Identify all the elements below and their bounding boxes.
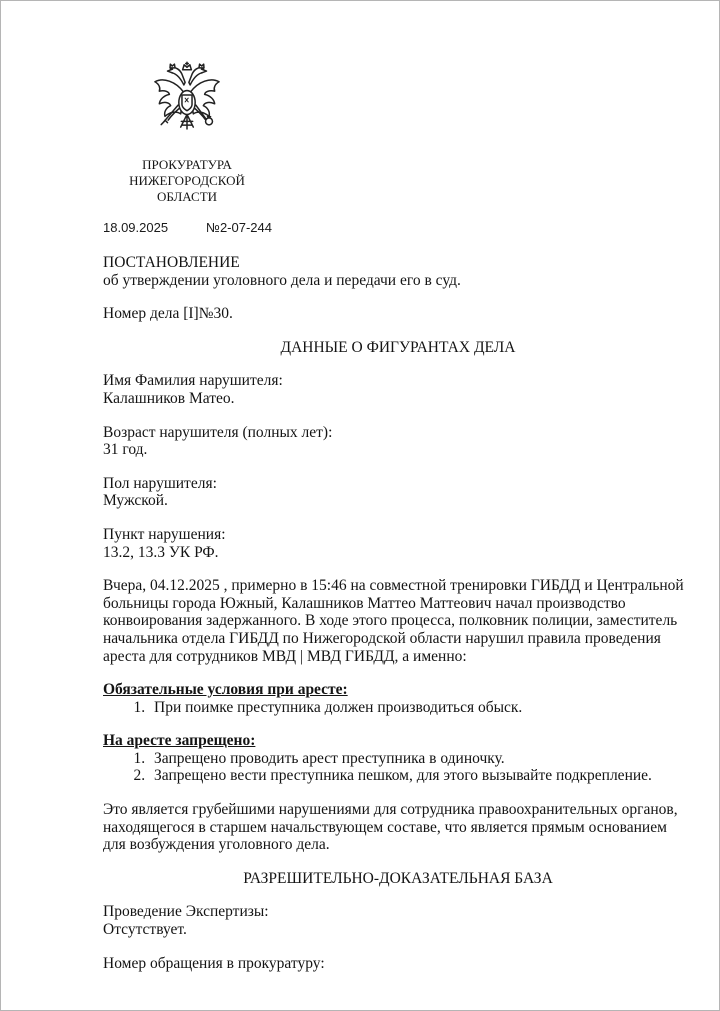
field-appeal-number: [103, 955, 693, 973]
field-violation-clause: [103, 526, 693, 561]
field-value: Мужской.: [103, 492, 168, 510]
org-name-line1: ПРОКУРАТУРА: [142, 157, 232, 172]
section-heading-parties: ДАННЫЕ О ФИГУРАНТАХ ДЕЛА: [280, 338, 516, 356]
field-label: Номер обращения в прокуратуру:: [103, 954, 325, 972]
field-label: Проведение Экспертизы:: [103, 903, 269, 921]
field-value: Калашников Матео.: [103, 389, 235, 407]
document-subtitle: об утверждении уголовного дела и передачи его в суд.: [103, 271, 461, 289]
rule-block-forbidden: [103, 732, 693, 785]
field-value: Отсутствует.: [103, 921, 187, 939]
rule-list-mandatory: [103, 699, 693, 717]
org-name: [103, 157, 271, 205]
rule-block-mandatory: [103, 681, 693, 716]
field-label: Пункт нарушения:: [103, 525, 226, 543]
narrative-paragraph: Вчера, 04.12.2025 , примерно в 15:46 на совместной тренировки ГИБДД и Центральной больницы города Южный, Калашников Маттео Маттеович начал производство конвоирования задержанного. В ходе этого процесса, полковник полиции, заместитель начальника отдела ГИБДД по Нижегородской области нарушил правила проведения ареста для сотрудников МВД | МВД ГИБДД, а именно:: [103, 577, 684, 665]
rule-item: 2. Запрещено вести преступника пешком, для этого вызывайте подкрепление.: [149, 767, 693, 785]
title-block: [103, 254, 693, 289]
field-offender-sex: [103, 475, 693, 510]
case-number-line: Номер дела [I]№30.: [103, 305, 233, 323]
document-title: ПОСТАНОВЛЕНИЕ: [103, 254, 240, 271]
document-number: №2-07-244: [206, 220, 272, 235]
field-label: Возраст нарушителя (полных лет):: [103, 423, 333, 441]
rule-item: 1. Запрещено проводить арест преступника в одиночку.: [149, 750, 693, 768]
rule-heading-forbidden: На аресте запрещено:: [103, 732, 256, 750]
rule-item: 1. При поимке преступника должен производиться обыск.: [149, 699, 693, 717]
field-label: Пол нарушителя:: [103, 474, 217, 492]
letterhead: [103, 61, 271, 205]
field-expertise: [103, 903, 693, 938]
field-offender-name: [103, 372, 693, 407]
section-heading-evidence: РАЗРЕШИТЕЛЬНО-ДОКАЗАТЕЛЬНАЯ БАЗА: [243, 869, 553, 887]
field-value: 13.2, 13.3 УК РФ.: [103, 543, 219, 561]
rule-list-forbidden: [103, 750, 693, 785]
document-body: [103, 254, 693, 972]
field-label: Имя Фамилия нарушителя:: [103, 372, 283, 390]
field-value: 31 год.: [103, 441, 148, 459]
document-date: 18.09.2025: [103, 220, 169, 235]
reference-row: [103, 219, 719, 236]
org-name-line2: НИЖЕГОРОДСКОЙ ОБЛАСТИ: [129, 173, 245, 204]
conclusion-paragraph: Это является грубейшими нарушениями для сотрудника правоохранительных органов, находящегося в старшем начальствующем составе, что является прямым основанием для возбуждения уголовного дела.: [103, 801, 678, 854]
rule-heading-mandatory: Обязательные условия при аресте:: [103, 681, 348, 699]
field-offender-age: [103, 424, 693, 459]
russian-coat-of-arms-icon: [149, 61, 225, 139]
